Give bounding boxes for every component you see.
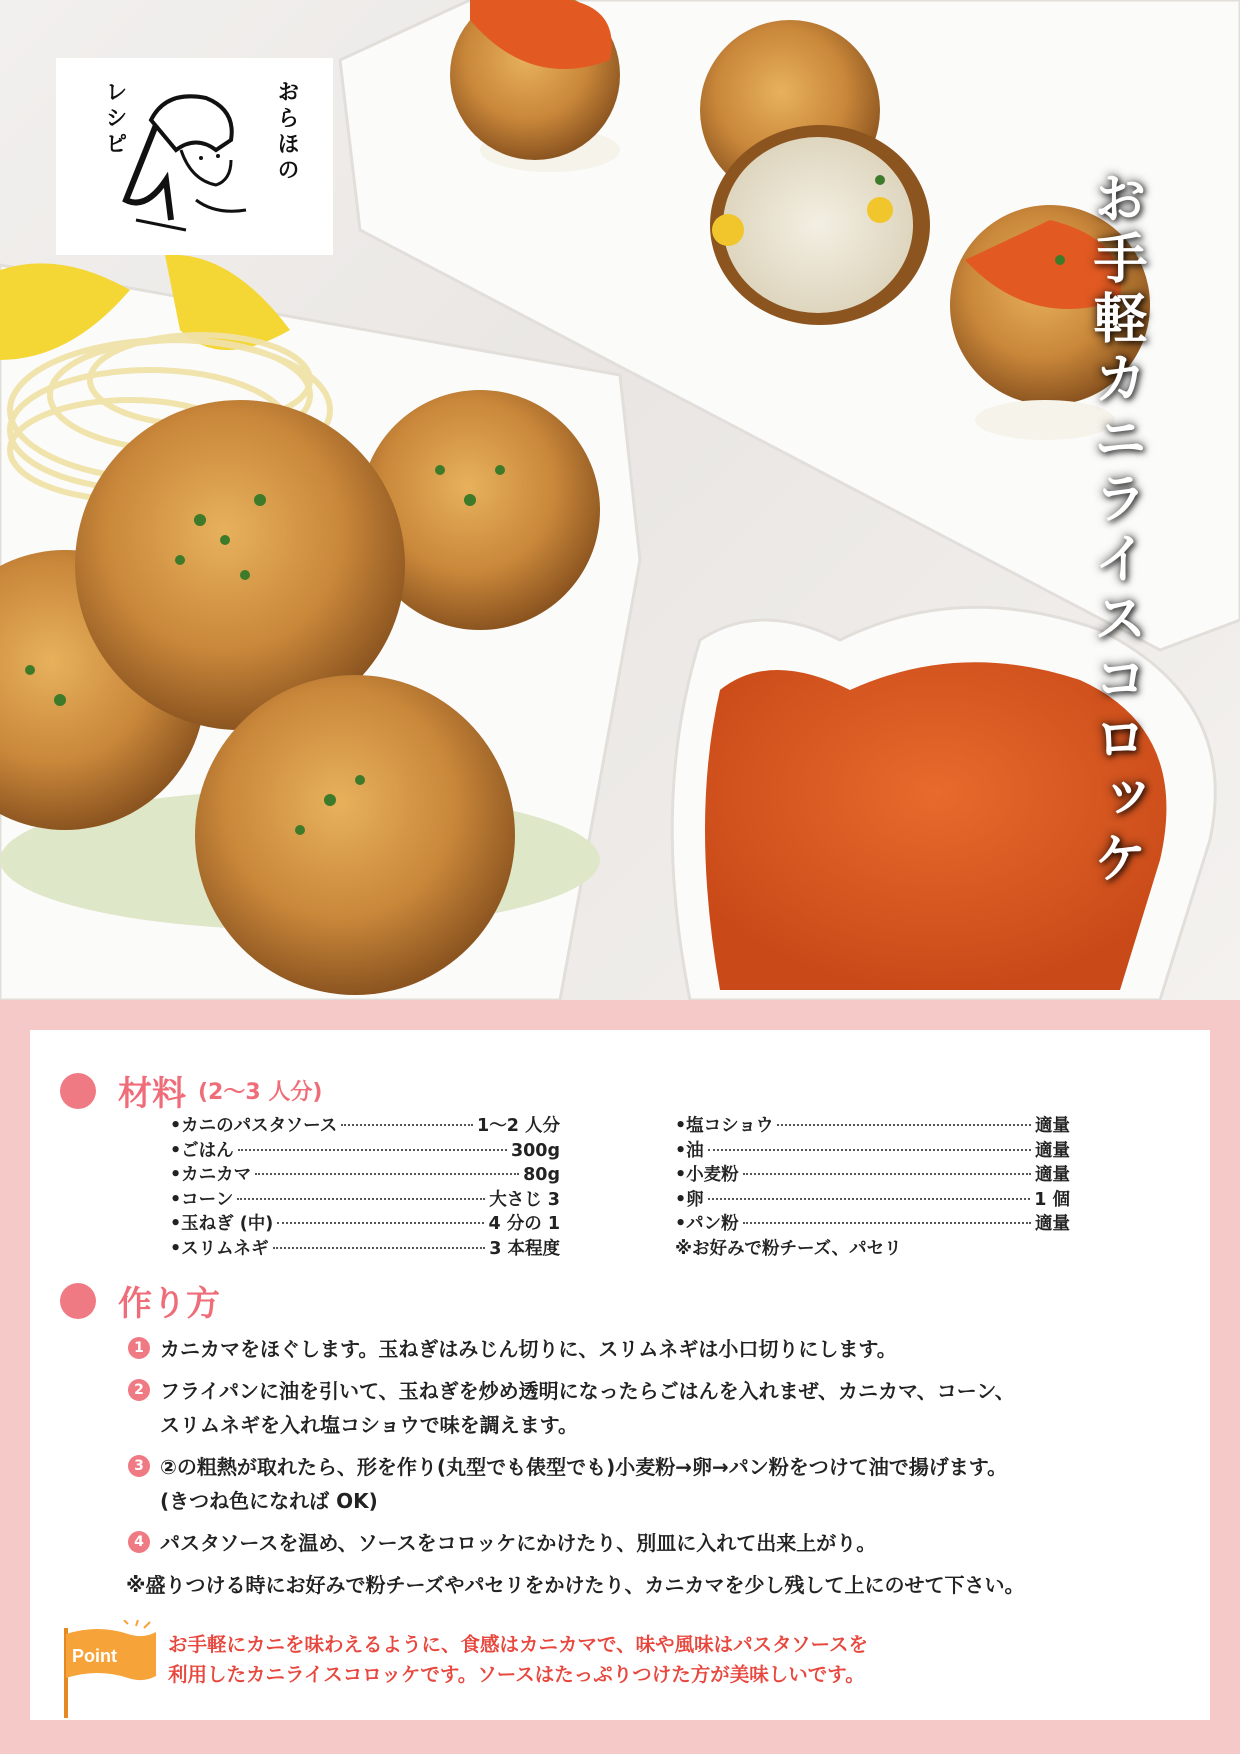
ingredient-row [675, 1186, 1070, 1211]
leader-dots [777, 1124, 1031, 1126]
step-number-badge: 1 [128, 1337, 150, 1359]
ingredient-qty: 大さじ 3 [489, 1189, 560, 1210]
leader-dots [341, 1124, 473, 1126]
ingredient-row [675, 1161, 1070, 1186]
leader-dots [743, 1173, 1031, 1175]
leader-dots [273, 1247, 486, 1249]
step-text: (きつね色になれば OK) [160, 1489, 378, 1513]
ingredient-name: •油 [675, 1140, 704, 1161]
ingredient-note: ※お好みで粉チーズ、パセリ [675, 1238, 902, 1259]
leader-dots [255, 1173, 519, 1175]
step-item [128, 1374, 1168, 1442]
ingredient-qty: 適量 [1035, 1165, 1070, 1185]
ingredient-name: •カニカマ [170, 1165, 252, 1185]
ingredient-name: •玉ねぎ (中) [170, 1214, 274, 1234]
ingredient-name: •ごはん [170, 1140, 234, 1161]
method-note: ※盛りつける時にお好みで粉チーズやパセリをかけたり、カニカマを少し残して上にのせて下さい。 [126, 1573, 1025, 1597]
ingredient-row [170, 1186, 560, 1211]
ingredient-row [170, 1137, 560, 1162]
ingredient-name: •卵 [675, 1189, 704, 1210]
ingredient-qty: 1 個 [1034, 1189, 1070, 1210]
ingredients-left-column [170, 1112, 560, 1259]
method-heading [60, 1276, 220, 1325]
leader-dots [708, 1149, 1031, 1151]
leader-dots [708, 1198, 1031, 1200]
ingredient-qty: 適量 [1035, 1214, 1070, 1234]
ingredient-row [170, 1235, 560, 1260]
step-text: ②の粗熱が取れたら、形を作り(丸型でも俵型でも)小麦粉→卵→パン粉をつけて油で揚げます。 [160, 1455, 1008, 1479]
ingredient-qty: 4 分の 1 [488, 1214, 560, 1234]
point-line: 利用したカニライスコロッケです。ソースはたっぷりつけた方が美味しいです。 [168, 1663, 865, 1686]
ingredients-title: 材料 [118, 1074, 186, 1114]
ingredient-row [170, 1161, 560, 1186]
cut-croquette [723, 137, 913, 313]
ingredient-name: •塩コショウ [675, 1116, 774, 1136]
point-flag-icon [58, 1620, 158, 1720]
leader-dots [237, 1198, 485, 1200]
method-title: 作り方 [118, 1284, 220, 1324]
step-text: カニカマをほぐします。玉ねぎはみじん切りに、スリムネギは小口切りにします。 [160, 1337, 897, 1361]
ingredients-heading [60, 1066, 322, 1115]
ingredient-name: •パン粉 [675, 1214, 739, 1234]
ingredient-qty: 適量 [1035, 1140, 1070, 1161]
logo-text-recipe: レシピ [102, 80, 127, 158]
ingredient-name: •カニのパスタソース [170, 1116, 338, 1136]
ingredient-qty: 適量 [1035, 1116, 1070, 1136]
step-item [128, 1450, 1168, 1518]
step-number-badge: 4 [128, 1531, 150, 1553]
ingredient-name: •コーン [170, 1189, 234, 1210]
leader-dots [238, 1149, 507, 1151]
heading-bullet-icon [60, 1283, 96, 1319]
ingredient-row [675, 1137, 1070, 1162]
point-text [168, 1630, 1068, 1690]
ingredient-qty: 3 本程度 [489, 1238, 560, 1259]
logo-text-orahono: おらほの [274, 80, 299, 184]
ingredient-name: •小麦粉 [675, 1165, 739, 1185]
ingredients-servings: (2〜3 人分) [198, 1080, 323, 1105]
step-text: フライパンに油を引いて、玉ねぎを炒め透明になったらごはんを入れまぜ、カニカマ、コーン、 [160, 1379, 1015, 1403]
ingredient-qty: 1〜2 人分 [477, 1116, 560, 1136]
ingredient-name: •スリムネギ [170, 1238, 269, 1259]
ingredient-row [675, 1112, 1070, 1137]
ingredient-qty: 80g [523, 1165, 560, 1185]
method-steps [128, 1332, 1168, 1602]
step-item [128, 1332, 1168, 1366]
point-label: Point [72, 1646, 117, 1666]
step-text: パスタソースを温め、ソースをコロッケにかけたり、別皿に入れて出来上がり。 [160, 1531, 877, 1555]
ingredient-row [170, 1210, 560, 1235]
brand-logo [56, 58, 333, 255]
step-number-badge: 2 [128, 1379, 150, 1401]
step-item [128, 1526, 1168, 1560]
ingredient-row [675, 1210, 1070, 1235]
ingredient-row [170, 1112, 560, 1137]
recipe-card [30, 1030, 1210, 1720]
leader-dots [277, 1222, 484, 1224]
point-line: お手軽にカニを味わえるように、食感はカニカマで、味や風味はパスタソースを [168, 1633, 869, 1656]
step-number-badge: 3 [128, 1455, 150, 1477]
croquette [195, 675, 515, 995]
ingredient-qty: 300g [510, 1140, 560, 1161]
heading-bullet-icon [60, 1073, 96, 1109]
recipe-title: お手軽カニライスコロッケ [1085, 170, 1149, 890]
ingredients-right-column [675, 1112, 1070, 1259]
leader-dots [743, 1222, 1031, 1224]
step-text: スリムネギを入れ塩コショウで味を調えます。 [160, 1413, 578, 1437]
